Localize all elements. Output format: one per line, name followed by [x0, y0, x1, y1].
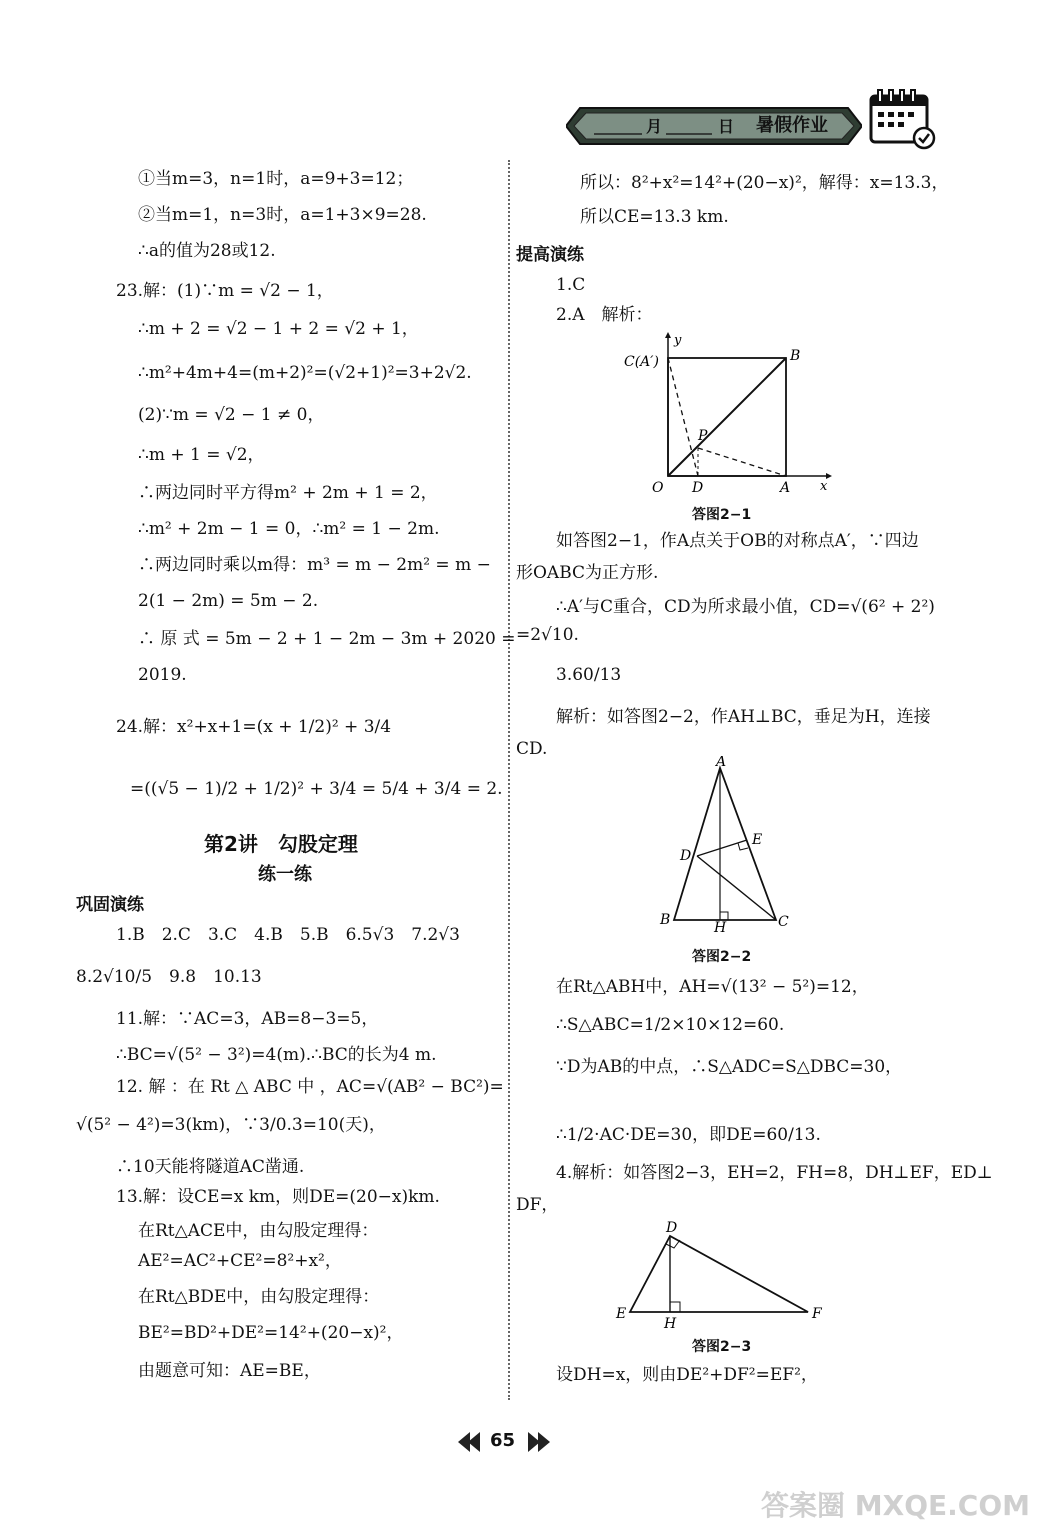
- text-line: 2019.: [138, 665, 187, 685]
- triangle-def: [630, 1236, 808, 1312]
- label-b: B: [790, 348, 801, 364]
- answer-line: 2.A 解析：: [556, 305, 653, 325]
- label-f: F: [812, 1306, 822, 1322]
- label-x: x: [820, 479, 828, 494]
- column-divider: [508, 160, 510, 1400]
- figure-caption: 答图2−1: [692, 507, 752, 523]
- header-day: 日: [718, 117, 735, 136]
- text-line: 2(1 − 2m) = 5m − 2.: [138, 591, 319, 611]
- page-number: 65: [490, 1430, 516, 1451]
- text-line: 解析：如答图2−2，作AH⊥BC，垂足为H，连接: [556, 707, 931, 727]
- text-line: ∴m²+4m+4=(m+2)²=(√2+1)²=3+2√2.: [138, 363, 472, 383]
- text-line: 4.解析：如答图2−3，EH=2，FH=8，DH⊥EF，ED⊥: [556, 1163, 993, 1183]
- text-line: 在Rt△BDE中，由勾股定理得：: [138, 1287, 380, 1307]
- text-line: (2)∵m = √2 − 1 ≠ 0，: [138, 405, 325, 425]
- label-a: A: [780, 480, 791, 496]
- label-d: D: [692, 480, 704, 496]
- answer-line: 1.B 2.C 3.C 4.B 5.B 6.5√3 7.2√3: [116, 925, 460, 945]
- text-line: 在Rt△ABH中，AH=√(13² − 5²)=12，: [556, 977, 869, 997]
- text-line: ②当m=1，n=3时，a=1+3×9=28.: [138, 205, 427, 225]
- label-h: H: [714, 920, 727, 934]
- answer-line: 8.2√10/5 9.8 10.13: [76, 967, 262, 987]
- text-line: =2√10.: [516, 625, 579, 645]
- label-c: C(A′): [624, 354, 659, 370]
- equation-line: =((√5 − 1)/2 + 1/2)² + 3/4 = 5/4 + 3/4 = 2.: [130, 779, 503, 799]
- label-e: E: [752, 832, 763, 848]
- header-month: 月: [646, 117, 663, 136]
- text-line: ∴两边同时平方得m² + 2m + 1 = 2，: [138, 483, 438, 503]
- answer-line: 3.60/13: [556, 665, 622, 685]
- text-line: 形OABC为正方形.: [516, 563, 659, 583]
- figure-caption: 答图2−3: [692, 1339, 752, 1355]
- section-heading: 巩固演练: [76, 895, 144, 915]
- text-line: ∴m + 1 = √2，: [138, 445, 265, 465]
- text-line: ∴m² + 2m − 1 = 0，∴m² = 1 − 2m.: [138, 519, 440, 539]
- label-p: P: [698, 428, 708, 444]
- diagonal-ob: [668, 358, 786, 476]
- label-e: E: [616, 1306, 627, 1322]
- text-line: ∴ 原 式 = 5m − 2 + 1 − 2m − 3m + 2020 =: [138, 629, 516, 649]
- text-line: 设DH=x，则由DE²+DF²=EF²，: [556, 1365, 818, 1385]
- figure-2-3: [612, 1218, 832, 1330]
- calendar-icon: [868, 88, 938, 150]
- text-line: ①当m=3，n=1时，a=9+3=12；: [138, 169, 414, 189]
- figure-2-1: [616, 330, 836, 500]
- equation-line: 24.解：x²+x+1=(x + 1/2)² + 3/4: [116, 717, 392, 737]
- text-line: ∴A′与C重合，CD为所求最小值，CD=√(6² + 2²): [556, 597, 935, 617]
- text-line: 13.解：设CE=x km，则DE=(20−x)km.: [116, 1187, 440, 1207]
- dashed-cd: [668, 358, 698, 476]
- text-line: AE²=AC²+CE²=8²+x²，: [138, 1251, 342, 1271]
- section-heading: 提高演练: [516, 245, 584, 265]
- text-line: ∴1/2·AC·DE=30，即DE=60/13.: [556, 1125, 821, 1145]
- text-line: 所以CE=13.3 km.: [580, 207, 729, 227]
- text-line: DF，: [516, 1195, 559, 1215]
- lesson-heading: 第2讲 勾股定理: [204, 832, 358, 856]
- text-line: 12. 解 ：在 Rt △ ABC 中 ，AC=√(AB² − BC²)=: [116, 1077, 504, 1097]
- text-line: ∵D为AB的中点，∴S△ADC=S△DBC=30，: [556, 1057, 903, 1077]
- text-line: ∴两边同时乘以m得：m³ = m − 2m² = m −: [138, 555, 491, 575]
- header-title: 暑假作业: [756, 115, 828, 136]
- label-h: H: [664, 1316, 677, 1330]
- label-o: O: [652, 480, 664, 496]
- text-line: ∴10天能将隧道AC凿通.: [116, 1157, 305, 1177]
- label-b: B: [660, 912, 671, 928]
- label-y: y: [674, 333, 682, 348]
- text-line: ∴a的值为28或12.: [138, 241, 276, 261]
- text-line: 11.解：∵AC=3，AB=8−3=5，: [116, 1009, 379, 1029]
- text-line: ∴S△ABC=1/2×10×12=60.: [556, 1015, 785, 1035]
- label-d: D: [666, 1220, 678, 1236]
- dashed-pa: [698, 448, 786, 476]
- figure-2-2: [656, 756, 796, 934]
- text-line: ∴BC=√(5² − 3²)=4(m).∴BC的长为4 m.: [116, 1045, 437, 1065]
- watermark: 答案圈 MXQE.COM: [761, 1489, 1030, 1522]
- text-line: ∴m + 2 = √2 − 1 + 2 = √2 + 1，: [138, 319, 419, 339]
- figure-caption: 答图2−2: [692, 949, 752, 965]
- label-a: A: [716, 756, 727, 770]
- text-line: 所以：8²+x²=14²+(20−x)²，解得：x=13.3，: [580, 173, 949, 193]
- label-d: D: [680, 848, 692, 864]
- lesson-subheading: 练一练: [258, 864, 312, 885]
- label-c: C: [778, 914, 789, 930]
- text-line: 23.解：(1)∵m = √2 − 1，: [116, 281, 334, 301]
- text-line: 如答图2−1，作A点关于OB的对称点A′，∵四边: [556, 531, 919, 551]
- answer-line: 1.C: [556, 275, 586, 295]
- text-line: CD.: [516, 739, 548, 759]
- text-line: √(5² − 4²)=3(km)，∵3/0.3=10(天)，: [76, 1115, 386, 1135]
- text-line: 在Rt△ACE中，由勾股定理得：: [138, 1221, 379, 1241]
- text-line: BE²=BD²+DE²=14²+(20−x)²，: [138, 1323, 404, 1343]
- text-line: 由题意可知：AE=BE，: [138, 1361, 321, 1381]
